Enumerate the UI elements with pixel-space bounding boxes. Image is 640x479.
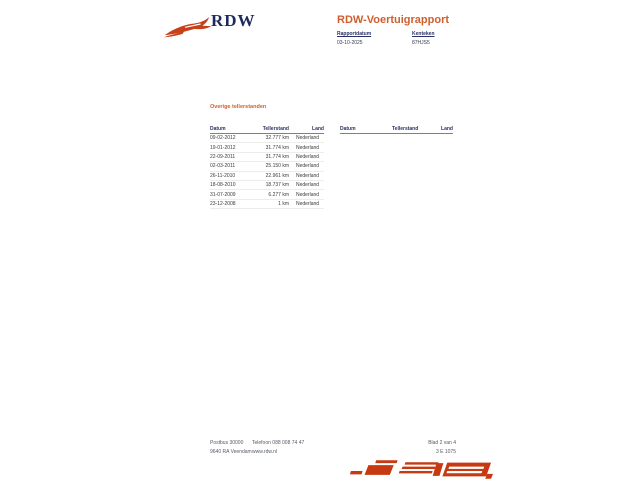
cell-land: Nederland <box>296 182 320 189</box>
footer-postbus: Postbus 30000 <box>210 440 244 446</box>
table-row <box>210 143 324 152</box>
stripe-pattern-svg <box>347 460 493 479</box>
page-indicator: Blad 2 van 4 <box>428 440 456 446</box>
cell-land: Nederland <box>296 135 320 142</box>
footer-page-info <box>356 439 456 457</box>
meta-kenteken <box>412 31 465 46</box>
odometer-table-left <box>210 126 324 209</box>
cell-datum: 09-02-2012 <box>210 135 236 142</box>
cell-land: Nederland <box>296 144 320 151</box>
table-row <box>210 190 324 199</box>
cell-datum: 26-11-2010 <box>210 172 236 179</box>
cell-datum: 22-09-2011 <box>210 153 236 160</box>
report-meta <box>337 31 465 46</box>
footer-phone: Telefoon 088 008 74 47 <box>252 440 305 446</box>
meta-rapportdatum <box>337 31 390 46</box>
section-heading: Overige tellerstanden <box>210 104 267 110</box>
cell-tellerstand: 1 km <box>278 200 289 207</box>
table-row <box>210 181 324 190</box>
cell-tellerstand: 32.777 km <box>265 135 289 142</box>
table-row <box>210 162 324 171</box>
col-header-datum: Datum <box>210 126 226 132</box>
col-header-land: Land <box>441 126 453 132</box>
col-header-land: Land <box>312 126 324 132</box>
col-header-tellerstand: Tellerstand <box>262 126 289 132</box>
cell-land: Nederland <box>296 163 320 170</box>
table-row <box>210 172 324 181</box>
table-row <box>210 200 324 209</box>
cell-datum: 18-08-2010 <box>210 182 236 189</box>
rdw-eagle-icon <box>162 13 214 42</box>
kenteken-label: Kenteken <box>412 31 435 37</box>
cell-land: Nederland <box>296 191 320 198</box>
col-header-tellerstand: Tellerstand <box>391 126 419 132</box>
cell-datum: 19-01-2012 <box>210 144 236 151</box>
cell-tellerstand: 31.774 km <box>265 153 289 160</box>
cell-land: Nederland <box>296 172 320 179</box>
cell-tellerstand: 31.774 km <box>265 144 289 151</box>
rdw-logo <box>162 13 214 42</box>
cell-land: Nederland <box>296 200 320 207</box>
cell-tellerstand: 6.277 km <box>268 191 289 198</box>
rapportdatum-value: 03-10-2025 <box>337 40 363 46</box>
cell-tellerstand: 25.150 km <box>265 163 289 170</box>
col-header-datum: Datum <box>340 126 356 132</box>
table-header-row <box>340 126 453 134</box>
form-code: 3 E 1075 <box>435 449 456 455</box>
page-title: RDW-Voertuigrapport <box>337 14 450 26</box>
cell-datum: 23-12-2008 <box>210 200 236 207</box>
rdw-logo-text: RDW <box>211 11 256 30</box>
cell-tellerstand: 18.737 km <box>265 182 289 189</box>
cell-land: Nederland <box>296 153 320 160</box>
table-row <box>210 153 324 162</box>
footer-website: www.rdw.nl <box>252 449 278 455</box>
footer-city: 9640 RA Veendam <box>210 449 252 455</box>
kenteken-value: 87HJS5 <box>412 40 430 46</box>
cell-datum: 31-07-2009 <box>210 191 236 198</box>
rapportdatum-label: Rapportdatum <box>337 31 372 37</box>
odometer-table-right <box>340 126 453 134</box>
rdw-stripe-pattern-icon <box>347 460 493 479</box>
cell-tellerstand: 22.961 km <box>265 172 289 179</box>
cell-datum: 02-03-2011 <box>210 163 236 170</box>
table-row <box>210 134 324 143</box>
table-header-row <box>210 126 324 134</box>
